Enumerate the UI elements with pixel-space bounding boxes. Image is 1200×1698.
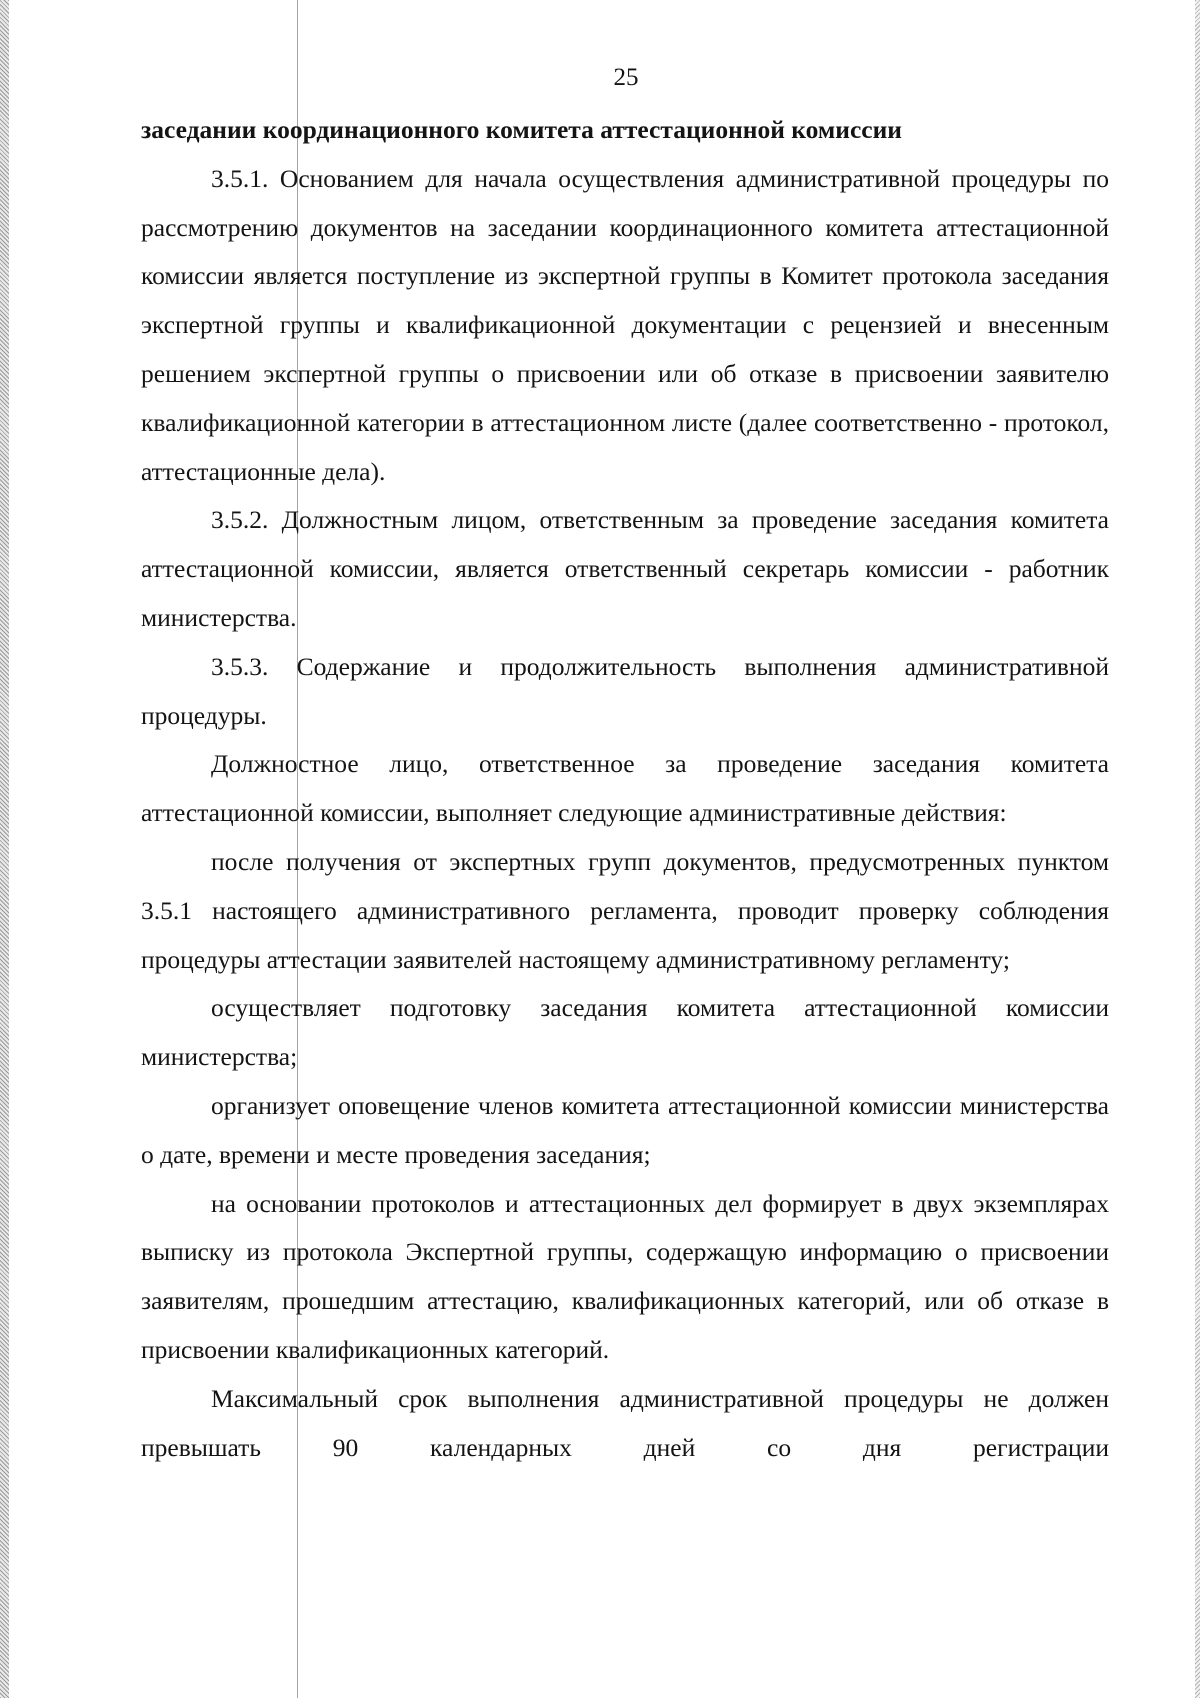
paragraph-max-term: Максимальный срок выполнения административной процедуры не должен превышать 90 календарных дней со дня регистрации [141,1383,1109,1462]
paragraph-action-extract: на основании протоколов и аттестационных дел формирует в двух экземплярах выписку из протокола Экспертной группы, содержащую информацию о присвоении заявителям, прошедшим аттестацию, квалификационных категорий, или об отказе в присвоении квалификационных категорий. [141,1188,1109,1364]
section-heading: заседании координационного комитета аттестационной комиссии [141,115,902,144]
paragraph-action-notify: организует оповещение членов комитета аттестационной комиссии министерства о дате, времени и месте проведения заседания; [141,1090,1109,1169]
paragraph-official-duties: Должностное лицо, ответственное за проведение заседания комитета аттестационной комиссии, выполняет следующие административные действия: [141,749,1109,828]
scan-edge-right [1195,0,1200,1698]
paragraph-action-prepare: осуществляет подготовку заседания комитета аттестационной комиссии министерства; [141,993,1109,1072]
scan-edge-left [0,0,9,1698]
paragraph-3-5-3: 3.5.3. Содержание и продолжительность выполнения административной процедуры. [141,651,1109,730]
paragraph-3-5-2: 3.5.2. Должностным лицом, ответственным за проведение заседания комитета аттестационной комиссии, является ответственный секретарь комиссии - работник министерства. [141,505,1109,632]
paragraph-action-check: после получения от экспертных групп документов, предусмотренных пунктом 3.5.1 настоящего административного регламента, проводит проверку соблюдения процедуры аттестации заявителей настоящему административному регламенту; [141,846,1109,974]
page-number: 25 [613,64,639,91]
paragraph-3-5-1: 3.5.1. Основанием для начала осуществления административной процедуры по рассмотрению документов на заседании координационного комитета аттестационной комиссии является поступление из экспертной группы в Комитет протокола заседания экспертной группы и квалификационной документации с рецензией и внесенным решением экспертной группы о присвоении или об отказе в присвоении заявителю квалификационной категории в аттестационном листе (далее соответственно - протокол, аттестационные дела). [141,163,1109,486]
document-body [141,106,1109,1472]
